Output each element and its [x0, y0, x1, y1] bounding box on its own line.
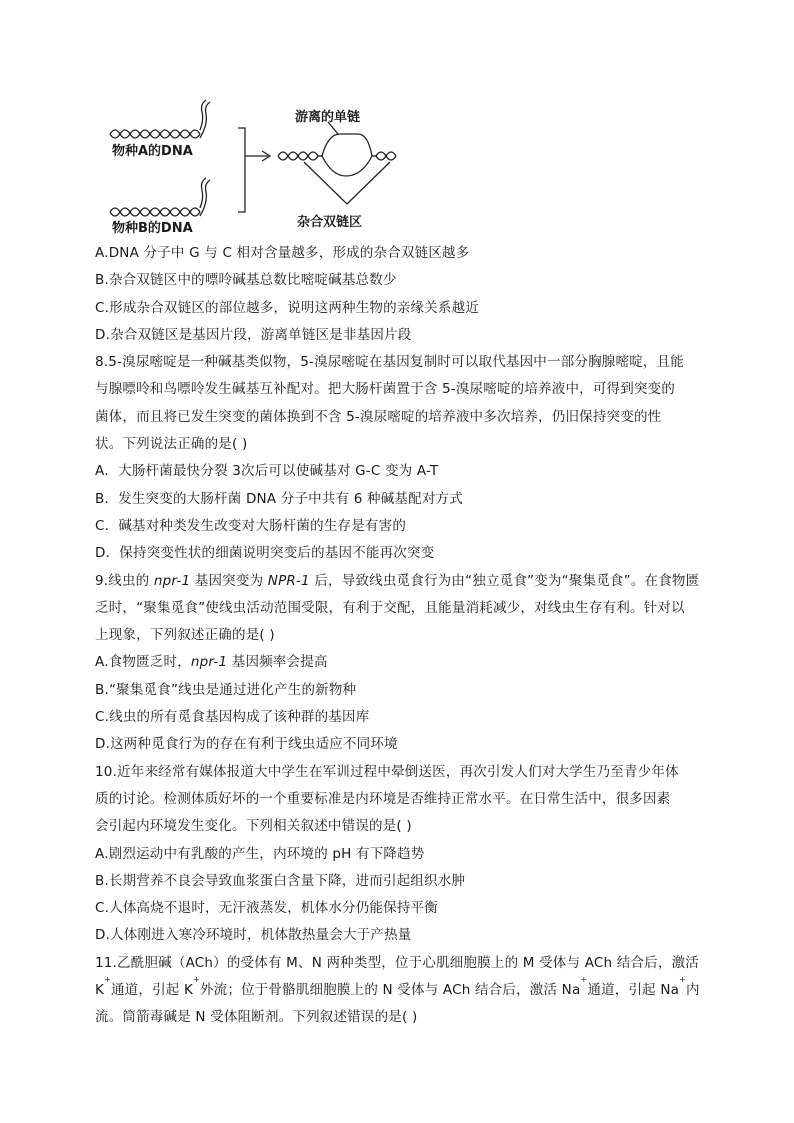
superscript: + [679, 975, 687, 985]
superscript: + [580, 975, 588, 985]
q11-text: 外流；位于骨骼肌细胞膜上的 N 受体与 ACh 结合后，激活 Na [199, 982, 581, 999]
question-content [95, 240, 715, 1032]
q9-text: 基因突变为 [190, 572, 268, 589]
q9-text: 后，导致线虫觅食行为由“独立觅食”变为“聚集觅食”。在食物匮 [309, 572, 700, 589]
gene-NPR1: NPR-1 [267, 572, 310, 589]
free-single-strand-label: 游离的单链 [295, 110, 361, 125]
species-b-label: 物种B的DNA [112, 221, 193, 236]
q7-option-c: C.形成杂合双链区的部位越多，说明这两种生物的亲缘关系越近 [95, 299, 480, 316]
q8-option-b: B．发生突变的大肠杆菌 DNA 分子中共有 6 种碱基配对方式 [95, 490, 463, 507]
superscript: + [104, 975, 111, 985]
q9-stem-line-3: 上现象，下列叙述正确的是( ) [95, 627, 275, 644]
q10-option-a: A.剧烈运动中有乳酸的产生，内环境的 pH 有下降趋势 [95, 845, 425, 862]
q10-option-c: C.人体高烧不退时，无汗液蒸发，机体水分仍能保持平衡 [95, 900, 438, 917]
gene-npr1: npr-1 [153, 572, 191, 589]
q8-option-c: C．碱基对种类发生改变对大肠杆菌的生存是有害的 [95, 517, 407, 534]
merge-arrow [238, 128, 270, 212]
q9-option-d: D.这两种觅食行为的存在有利于线虫适应不同环境 [95, 736, 398, 753]
q9-text: 9.线虫的 [95, 572, 154, 589]
q8-stem-line-2: 与腺嘌呤和鸟嘌呤发生碱基互补配对。把大肠杆菌置于含 5-溴尿嘧啶的培养液中，可得到突变的 [95, 381, 676, 398]
q11-text: 内 [686, 982, 700, 999]
superscript: + [193, 975, 200, 985]
dna-hybridization-figure [100, 94, 400, 236]
q11-text: K [95, 982, 105, 999]
q9-option-b: B.“聚集觅食”线虫是通过进化产生的新物种 [95, 681, 357, 698]
q10-option-b: B.长期营养不良会导致血浆蛋白含量下降，进而引起组织水肿 [95, 872, 466, 889]
q9-option-a [95, 649, 715, 676]
species-a-label: 物种A的DNA [112, 144, 193, 159]
q9-stem-line-2: 乏时，“聚集觅食”使线虫活动范围受限，有利于交配，且能量消耗减少，对线虫生存有利。针对以 [95, 599, 685, 616]
hybrid-dna [278, 122, 396, 204]
q8-stem-line-1: 8.5-溴尿嘧啶是一种碱基类似物，5-溴尿嘧啶在基因复制时可以取代基因中一部分胸腺嘧啶，且能 [95, 354, 684, 371]
q9-option-c: C.线虫的所有觅食基因构成了该种群的基因库 [95, 709, 370, 726]
q9-text: 基因频率会提高 [227, 654, 328, 671]
q10-stem-line-2: 质的讨论。检测体质好坏的一个重要标准是内环境是否维持正常水平。在日常生活中，很多因素 [95, 790, 671, 807]
q11-text: 通道，引起 Na [587, 982, 680, 999]
q8-stem-line-4: 状。下列说法正确的是( ) [95, 436, 248, 453]
gene-npr1: npr-1 [190, 654, 228, 671]
q8-option-d: D．保持突变性状的细菌说明突变后的基因不能再次突变 [95, 545, 435, 562]
q11-stem-line-2 [95, 977, 715, 1004]
q7-option-a: A.DNA 分子中 G 与 C 相对含量越多，形成的杂合双链区越多 [95, 245, 470, 261]
q7-option-d: D.杂合双链区是基因片段，游离单链区是非基因片段 [95, 326, 412, 343]
q8-option-a: A．大肠杆菌最快分裂 3次后可以使碱基对 G-C 变为 A-T [95, 463, 439, 480]
q10-stem-line-1: 10.近年来经常有媒体报道大中学生在军训过程中晕倒送医，再次引发人们对大学生乃至青少年体 [95, 763, 679, 780]
q11-stem-line-3: 流。筒箭毒碱是 N 受体阻断剂。下列叙述错误的是( ) [95, 1009, 418, 1026]
q11-text: 通道，引起 K [110, 982, 194, 999]
q9-text: A.食物匮乏时， [95, 654, 191, 671]
hybrid-region-label: 杂合双链区 [297, 215, 363, 230]
q7-option-b: B.杂合双链区中的嘌呤碱基总数比嘧啶碱基总数少 [95, 272, 397, 289]
q9-stem-line-1 [95, 568, 715, 595]
q8-stem-line-3: 菌体，而且将已发生突变的菌体换到不含 5-溴尿嘧啶的培养液中多次培养，仍旧保持突变的性 [95, 408, 662, 425]
q11-stem-line-1: 11.乙酰胆碱（ACh）的受体有 M、N 两种类型，位于心肌细胞膜上的 M 受体与 ACh 结合后，激活 [95, 954, 699, 971]
species-a-helix [110, 100, 210, 138]
q10-option-d: D.人体刚进入寒冷环境时，机体散热量会大于产热量 [95, 927, 412, 944]
q10-stem-line-3: 会引起内环境发生变化。下列相关叙述中错误的是( ) [95, 818, 412, 835]
species-b-helix [110, 178, 210, 216]
